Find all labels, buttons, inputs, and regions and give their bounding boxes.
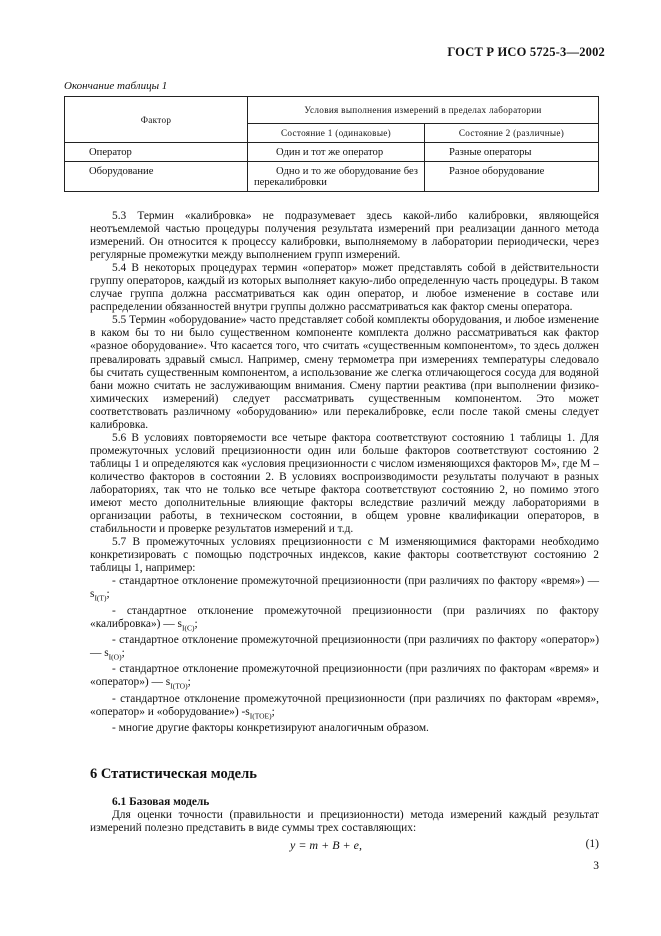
list-item-subscript: I(T): [94, 593, 107, 603]
subsection-6-1: [90, 796, 599, 835]
subsection-6-1-title: 6.1 Базовая модель: [112, 796, 210, 808]
list-item-text: - стандартное отклонение промежуточной прецизионности (при различиях по факторам «время», «оператор» и «оборудование») -s: [90, 692, 599, 718]
list-item-subscript: I(TOE): [249, 711, 272, 721]
list-item: - стандартное отклонение промежуточной прецизионности (при различиях по фактору «время») — $s_{I(T)}$;: [90, 575, 599, 603]
table-cell-state2: Разные операторы: [425, 143, 599, 162]
table-cell-factor: Оборудование: [65, 162, 248, 192]
table-header-factor: Фактор: [65, 97, 248, 143]
paragraph-5-6: 5.6 В условиях повторяемости все четыре фактора соответствуют состоянию 1 таблицы 1. Для промежуточных условий прецизионности один или больше факторов соответствуют состоянию 2 таблицы 1 и определяются как «условия прецизионности с числом изменяющихся факторов М», где М – количество факторов в состоянии 2. В условиях воспроизводимости результаты получают в разных лабораториях, так что не только все четыре фактора соответствуют состоянию 2, но помимо этого имеют место дополнительные влияющие факторы вследствие различий между лабораториями в организации работы, в техническом состоянии, в общем уровне квалификации операторов, в стабильности и проверке результатов измерений и т.д.: [90, 431, 599, 536]
list-item-text: - стандартное отклонение промежуточной прецизионности (при различиях по факторам «время» и «оператор») — s: [90, 663, 599, 689]
list-item-last: - многие другие факторы конкретизируют аналогичным образом.: [112, 722, 429, 735]
table-header-group: Условия выполнения измерений в пределах лаборатории: [248, 97, 599, 124]
document-header: ГОСТ Р ИСО 5725-3—2002: [447, 45, 605, 59]
page-number: 3: [593, 860, 599, 872]
table-row: [65, 143, 599, 162]
list-item: - стандартное отклонение промежуточной прецизионности (при различиях по факторам «время», «оператор» и «оборудование») $-s_{I(TOE)}$;: [90, 692, 599, 721]
table-cell-state1-text: Одно и то же оборудование без перекалибровки: [254, 166, 418, 188]
list-item-subscript: I(C): [181, 623, 195, 633]
table-caption: Окончание таблицы 1: [64, 80, 168, 92]
paragraph-5-5: 5.5 Термин «оборудование» часто представляет собой комплекты оборудования, и любое изменение в каком бы то ни было существенном компоненте комплекта должно рассматриваться как фактор «разное оборудование». Что касается того, что считать «существенным компонентом», то здесь должен превалировать здравый смысл. Например, смену термометра при измерениях температуры следовало бы считать существенным компонентом, а использование же слегка отличающегося сосуда для водяной бани можно считать не заслуживающим внимания. Смену партии реактива (при выполнении физико-химических измерений) следует рассматривать существенным компонентом. Это может соответствовать различному «оборудованию» или перекалибровке, если после такой смены следует калибровка.: [90, 314, 599, 431]
list-item: - стандартное отклонение промежуточной прецизионности (при различиях по фактору «оператор») — $s_{I(O)}$;: [90, 634, 599, 662]
paragraph-5-7: 5.7 В промежуточных условиях прецизионности с М изменяющимися факторами необходимо конкретизировать с помощью подстрочных индексов, какие факторы соответствуют состоянию 2 таблицы 1, например:: [90, 536, 599, 575]
list-item: - стандартное отклонение промежуточной прецизионности (при различиях по факторам «время» и «оператор») — $s_{I(TO)}$;: [90, 663, 599, 691]
list-item-text: - стандартное отклонение промежуточной прецизионности (при различиях по фактору «время») — s: [90, 575, 599, 601]
formula: y = m + B + e,: [290, 838, 362, 852]
formula-number: (1): [585, 838, 599, 850]
table-cell-factor: Оператор: [65, 143, 248, 162]
subsection-6-1-text: Для оценки точности (правильности и прецизионности) метода измерений каждый результат измерений полезно представить в виде суммы трех составляющих:: [90, 809, 599, 835]
conditions-table: [64, 96, 599, 192]
list-item-subscript: I(TO): [170, 681, 188, 691]
table-cell-state1-text: Один и тот же оператор: [276, 147, 384, 158]
paragraph-5-4: 5.4 В некоторых процедурах термин «оператор» может представлять собой в действительности группу операторов, каждый из которых выполняет какую-либо определенную часть процедуры. В таком случае группа должна рассматриваться как один оператор, и любое изменение в составе или распределении обязанностей внутри группы должно рассматриваться как фактор смены оператора.: [90, 262, 599, 314]
table-cell-state2: Разное оборудование: [425, 162, 599, 192]
list-item: - стандартное отклонение промежуточной прецизионности (при различиях по фактору «калибровка») — $s_{I(C)}$;: [90, 604, 599, 633]
table-row: [65, 162, 599, 192]
table-header-state2: Состояние 2 (различные): [425, 124, 599, 143]
table-cell-state1: [248, 143, 425, 162]
list-item-text: - стандартное отклонение промежуточной прецизионности (при различиях по фактору «калибровка») — s: [90, 604, 599, 630]
table-header-state1: Состояние 1 (одинаковые): [248, 124, 425, 143]
body-text: [90, 210, 599, 735]
list-item-text: - стандартное отклонение промежуточной прецизионности (при различиях по фактору «оператор») — s: [90, 634, 599, 660]
section-6-title: 6 Статистическая модель: [90, 766, 257, 782]
paragraph-5-3: 5.3 Термин «калибровка» не подразумевает здесь какой-либо калибровки, являющейся неотъемлемой частью процедуры получения результата измерений при реализации данного метода измерений. Он относится к процессу калибровки, выполняемому в лаборатории периодически, через регулярные промежутки между выполнением групп измерений.: [90, 210, 599, 262]
table-cell-state1: [248, 162, 425, 192]
list-item-subscript: I(O): [108, 652, 122, 662]
